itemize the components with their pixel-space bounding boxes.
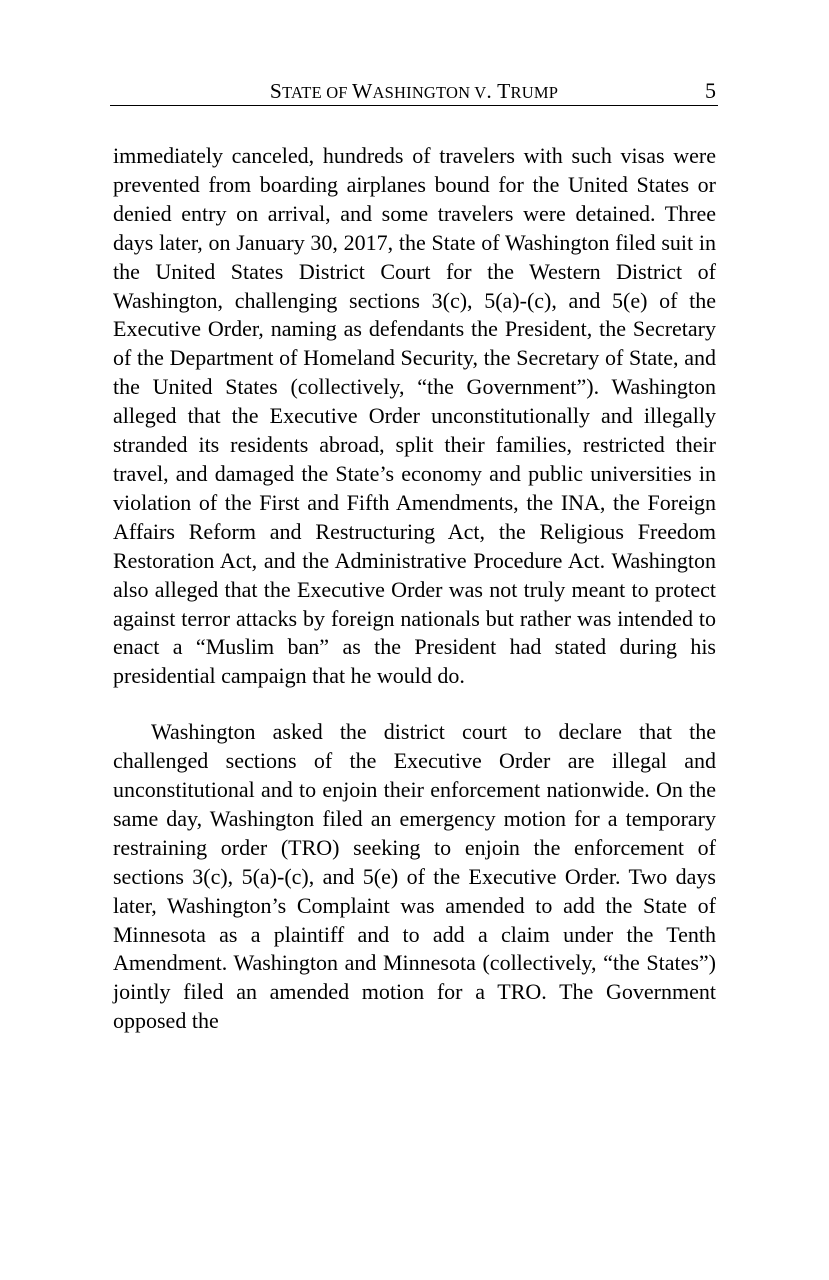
page-number: 5: [705, 78, 716, 103]
paragraph-continued: immediately canceled, hundreds of travelers with such visas were prevented from boarding airplanes bound for the United States or denied entry on arrival, and some travelers were detained. Three days later, on January 30, 2017, the State of Washington filed suit in the United States District Court for the Western District of Washington, challenging sections 3(c), 5(a)-(c), and 5(e) of the Executive Order, naming as defendants the President, the Secretary of the Department of Homeland Security, the Secretary of State, and the United States (collectively, “the Government”). Washington alleged that the Executive Order unconstitutionally and illegally stranded its residents abroad, split their families, restricted their travel, and damaged the State’s economy and public universities in violation of the First and Fifth Amendments, the INA, the Foreign Affairs Reform and Restructuring Act, the Religious Freedom Restoration Act, and the Administrative Procedure Act. Washington also alleged that the Executive Order was not truly meant to protect against terror attacks by foreign nationals but rather was intended to enact a “Muslim ban” as the President had stated during his presidential campaign that he would do.: [113, 143, 716, 689]
running-head-part: W: [352, 79, 373, 103]
running-head-part: RUMP: [510, 83, 559, 102]
body-text: [113, 142, 716, 1036]
running-head-part: TATE OF: [282, 83, 353, 102]
running-head-part: ASHINGTON V: [372, 83, 487, 102]
running-head-part: . T: [486, 79, 511, 103]
paragraph: Washington asked the district court to declare that the challenged sections of the Executive Order are illegal and unconstitutional and to enjoin their enforcement nationwide. On the same day, Washington filed an emergency motion for a temporary restraining order (TRO) seeking to enjoin the enforcement of sections 3(c), 5(a)-(c), and 5(e) of the Executive Order. Two days later, Washington’s Complaint was amended to add the State of Minnesota as a plaintiff and to add a claim under the Tenth Amendment. Washington and Minnesota (collectively, “the States”) jointly filed an amended motion for a TRO. The Government opposed the: [113, 719, 716, 1034]
running-head: [110, 78, 718, 106]
page-header: [110, 78, 718, 106]
running-head-part: S: [269, 79, 283, 103]
